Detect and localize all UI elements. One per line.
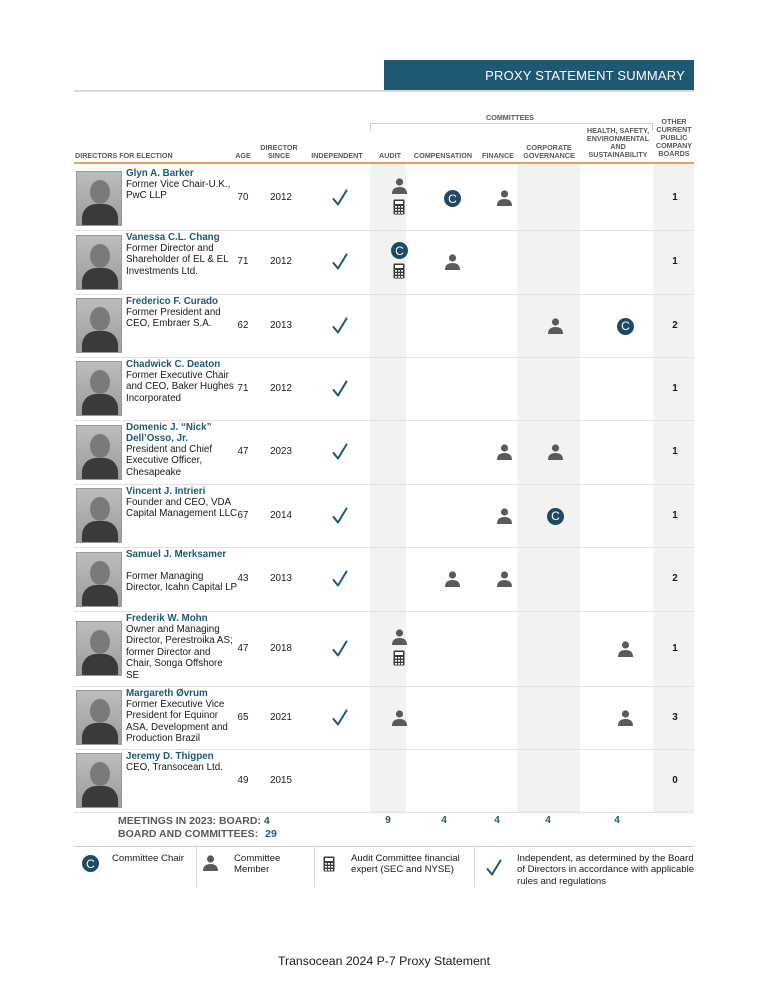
person-icon (617, 710, 634, 726)
committee-chair-icon: C (547, 508, 564, 525)
person-icon (617, 641, 634, 657)
checkmark-icon (332, 253, 348, 271)
director-title: Former Vice Chair-U.K., PwC LLP (126, 179, 231, 202)
meetings-finance: 4 (494, 815, 500, 826)
person-icon (391, 629, 408, 645)
header-audit: AUDIT (379, 151, 401, 160)
director-name: Glyn A. Barker (126, 168, 194, 179)
director-row (74, 484, 694, 547)
committee-chair-icon: C (444, 190, 461, 207)
director-since: 2013 (270, 573, 292, 584)
meetings-line-1 (118, 815, 270, 827)
director-row (74, 749, 694, 812)
director-row (74, 547, 694, 611)
director-boards-count: 1 (672, 642, 678, 654)
legend-chair: Committee Chair (112, 853, 184, 864)
director-photo (76, 235, 122, 290)
director-name: Vanessa C.L. Chang (126, 232, 220, 243)
person-icon (547, 318, 564, 334)
director-age: 43 (237, 573, 249, 584)
director-age: 70 (237, 192, 249, 203)
meetings-total-count: 29 (265, 828, 277, 840)
checkmark-icon (332, 380, 348, 398)
director-age: 65 (237, 711, 249, 723)
director-photo (76, 753, 122, 808)
director-since: 2023 (270, 446, 292, 457)
header-committees: COMMITTEES (486, 113, 534, 122)
section-banner (384, 60, 694, 90)
director-row (74, 420, 694, 484)
meetings-hse: 4 (614, 815, 620, 826)
person-icon (202, 855, 219, 871)
committee-chair-icon: C (391, 242, 408, 259)
committee-chair-icon: C (82, 855, 99, 872)
person-icon (391, 710, 408, 726)
director-since: 2021 (270, 711, 292, 723)
meetings-compensation: 4 (441, 815, 447, 826)
director-boards-count: 2 (672, 573, 678, 584)
director-row (74, 230, 694, 294)
director-boards-count: 1 (672, 509, 678, 521)
checkmark-icon (332, 709, 348, 727)
director-photo (76, 171, 122, 226)
director-photo (76, 552, 122, 607)
person-icon (496, 190, 513, 206)
director-since: 2012 (270, 256, 292, 267)
top-rule (74, 90, 694, 92)
director-title: Founder and CEO, VDA Capital Management LLC (126, 497, 238, 520)
director-title: CEO, Transocean Ltd. (126, 762, 223, 773)
director-name: Chadwick C. Deaton (126, 359, 221, 370)
director-boards-count: 3 (672, 711, 678, 723)
checkmark-icon (332, 507, 348, 525)
meetings-audit: 9 (385, 815, 391, 826)
director-age: 71 (237, 256, 249, 267)
director-title: Former Executive Chair and CEO, Baker Hughes Incorporated (126, 370, 234, 404)
calculator-icon (393, 263, 405, 279)
person-icon (547, 444, 564, 460)
director-row (74, 611, 694, 686)
checkmark-icon (332, 317, 348, 335)
director-age: 49 (237, 774, 249, 786)
director-since: 2014 (270, 509, 292, 521)
director-age: 47 (237, 642, 249, 654)
director-photo (76, 361, 122, 416)
person-icon (496, 571, 513, 587)
checkmark-icon (332, 640, 348, 658)
checkmark-icon (486, 859, 502, 877)
director-age: 47 (237, 446, 249, 457)
director-title: Former Director and Shareholder of EL & EL Investments Ltd. (126, 243, 229, 277)
committee-chair-icon: C (617, 318, 634, 335)
director-photo (76, 690, 122, 745)
director-row (74, 294, 694, 357)
meetings-governance: 4 (545, 815, 551, 826)
meetings-total-label: BOARD AND COMMITTEES: (118, 828, 259, 840)
person-icon (496, 508, 513, 524)
director-row (74, 166, 694, 230)
director-boards-count: 1 (672, 256, 678, 267)
calculator-icon (323, 856, 335, 872)
calculator-icon (393, 650, 405, 666)
committees-bracket (370, 123, 653, 124)
page-footer: Transocean 2024 P-7 Proxy Statement (277, 954, 491, 968)
legend-member: Committee Member (234, 853, 281, 876)
legend-expert: Audit Committee financial expert (SEC and NYSE) (351, 853, 460, 876)
director-name: Jeremy D. Thigpen (126, 751, 214, 762)
director-row (74, 686, 694, 749)
director-title: President and Chief Executive Officer, Chesapeake (126, 444, 213, 478)
calculator-icon (393, 199, 405, 215)
header-directors: DIRECTORS FOR ELECTION (75, 151, 173, 160)
header-independent: INDEPENDENT (311, 151, 363, 160)
banner-text: PROXY STATEMENT SUMMARY (485, 67, 685, 83)
legend (74, 846, 694, 892)
person-icon (391, 178, 408, 194)
row-divider (74, 812, 694, 813)
director-photo (76, 488, 122, 543)
director-photo (76, 298, 122, 353)
checkmark-icon (332, 189, 348, 207)
checkmark-icon (332, 570, 348, 588)
director-name: Vincent J. Intrieri (126, 486, 206, 497)
legend-independent: Independent, as determined by the Board of Directors in accordance with applicable rules and regulations (517, 853, 695, 887)
director-title: Former President and CEO, Embraer S.A. (126, 307, 221, 330)
person-icon (496, 444, 513, 460)
director-age: 71 (237, 382, 249, 394)
header-since: DIRECTOR SINCE (260, 143, 298, 160)
director-boards-count: 2 (672, 319, 678, 331)
director-age: 62 (237, 319, 249, 331)
director-since: 2012 (270, 382, 292, 394)
checkmark-icon (332, 443, 348, 461)
header-boards: OTHER CURRENT PUBLIC COMPANY BOARDS (655, 117, 693, 158)
header-age: AGE (235, 151, 251, 160)
person-icon (444, 254, 461, 270)
director-since: 2018 (270, 642, 292, 654)
director-photo (76, 621, 122, 676)
meetings-board-label: MEETINGS IN 2023: BOARD: (118, 815, 261, 827)
director-name: Samuel J. Merksamer (126, 549, 227, 560)
director-name: Domenic J. “Nick” Dell’Osso, Jr. (126, 422, 212, 444)
meetings-board-count: 4 (263, 815, 270, 827)
director-age: 67 (237, 509, 249, 521)
director-boards-count: 1 (672, 446, 678, 457)
header-finance: FINANCE (482, 151, 514, 160)
director-since: 2012 (270, 192, 292, 203)
header-compensation: COMPENSATION (413, 151, 473, 160)
director-boards-count: 1 (672, 382, 678, 394)
meetings-line-2 (118, 828, 277, 840)
header-governance: CORPORATE GOVERNANCE (523, 143, 575, 160)
director-since: 2015 (270, 774, 292, 786)
header-hse: HEALTH, SAFETY, ENVIRONMENTAL AND SUSTAINABILITY (586, 126, 650, 159)
director-boards-count: 0 (672, 774, 678, 786)
person-icon (444, 571, 461, 587)
director-title: Owner and Managing Director, Perestroika AS; former Director and Chair, Songa Offshore SE (126, 624, 233, 681)
director-title: Former Executive Vice President for Equinor ASA, Development and Production Brazil (126, 699, 228, 745)
director-title: Former Managing Director, Icahn Capital LP (126, 571, 238, 594)
director-since: 2013 (270, 319, 292, 331)
director-boards-count: 1 (672, 192, 678, 203)
director-name: Frederico F. Curado (126, 296, 218, 307)
director-name: Margareth Øvrum (126, 688, 208, 699)
director-photo (76, 425, 122, 480)
director-row (74, 357, 694, 420)
director-name: Frederik W. Mohn (126, 613, 208, 624)
